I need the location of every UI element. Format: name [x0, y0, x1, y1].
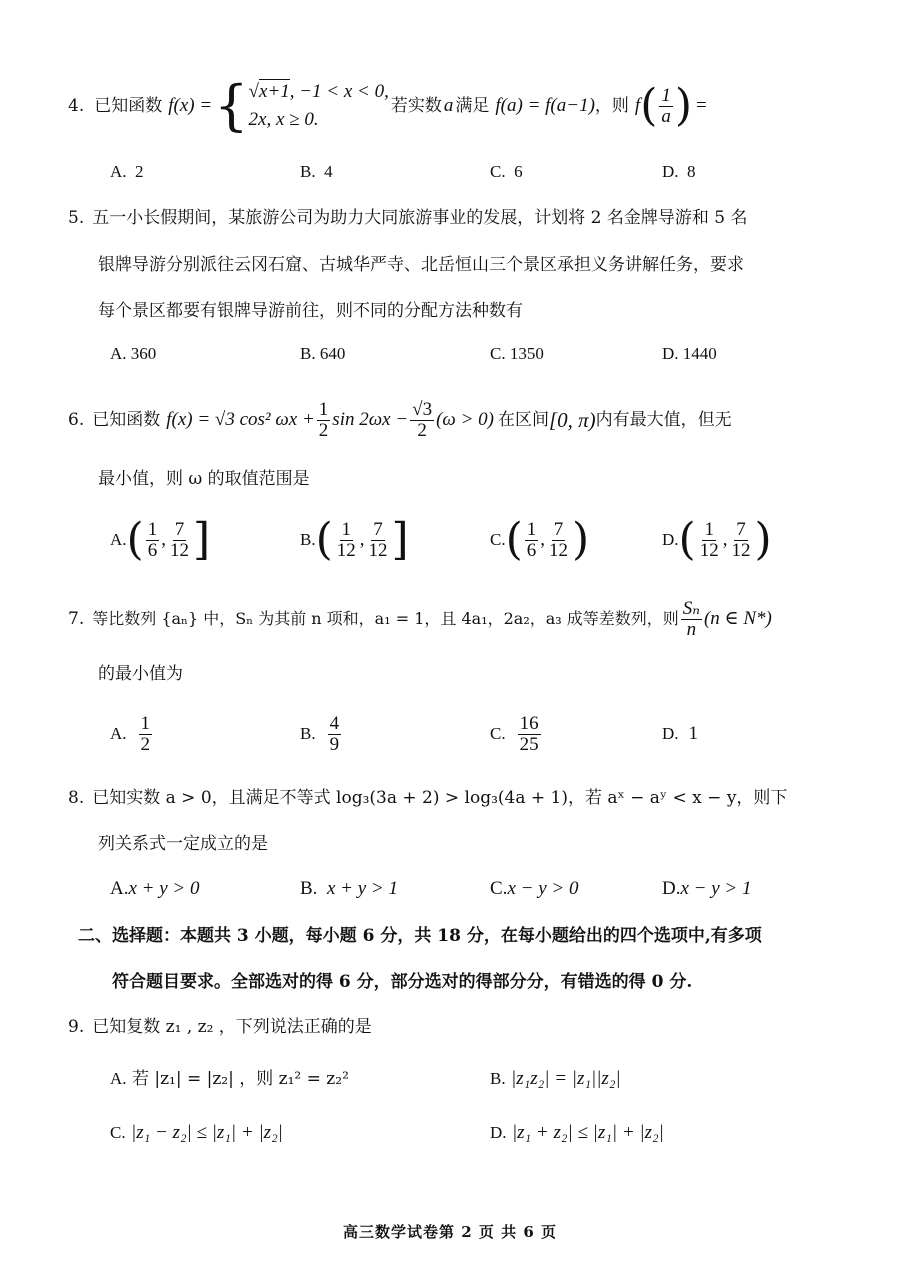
- q6-stem-end: 内有最大值，但无: [595, 410, 732, 430]
- q6-frac2-den: 2: [417, 419, 427, 441]
- q6-option-b-n1: 1: [341, 518, 352, 540]
- q8-line1-text: 已知实数 a > 0，且满足不等式 log₃(3a + 2) > log₃(4a + 1)，若 aˣ − aʸ < x − y，则下: [92, 788, 788, 808]
- q5-line2: 银牌导游分别派往云冈石窟、古城华严寺、北岳恒山三个景区承担义务讲解任务，要求: [98, 255, 744, 275]
- q7-frac-num: Sₙ: [682, 597, 700, 619]
- q4-stem-prefix: 已知函数: [94, 96, 163, 116]
- q6-option-b-frac1: [335, 520, 358, 561]
- q7-option-b-num: 4: [329, 712, 340, 734]
- q7-option-a-num: 1: [140, 712, 151, 734]
- q4-paren-right: ): [674, 80, 693, 131]
- q6-option-c-comma: ,: [540, 529, 546, 550]
- q8-option-a-value: x + y > 0: [128, 878, 200, 899]
- q4-condition: f(a) = f(a−1): [495, 95, 595, 116]
- q6-option-c-d2: 12: [549, 539, 569, 561]
- q4-target-num: 1: [661, 84, 671, 106]
- q4-equals: =: [696, 95, 707, 116]
- q8-option-d-label: D.: [662, 878, 681, 899]
- q7-option-b: [300, 708, 343, 760]
- q5-line1-text: 五一小长假期间，某旅游公司为助力大同旅游事业的发展，计划将 2 名金牌导游和 5 名: [92, 208, 748, 228]
- q4-option-c-label: C.: [490, 162, 506, 181]
- q6-line1: [68, 392, 732, 448]
- q6-frac1-den: 2: [318, 419, 329, 441]
- q7-option-b-label: B.: [300, 724, 316, 743]
- q9-option-d-value: |z₁ + z₂| ≤ |z₁| + |z₂|: [511, 1122, 664, 1143]
- q8-option-c: [490, 878, 578, 900]
- q6-option-c-n1: 1: [526, 518, 537, 540]
- q7-option-a-den: 2: [140, 733, 151, 755]
- section2-line1: 二、选择题：本题共 3 小题，每小题 6 分，共 18 分，在每小题给出的四个选项中,有多项: [78, 926, 762, 946]
- q6-option-b-d1: 12: [336, 539, 356, 561]
- q6-option-a-right: ]: [192, 514, 211, 565]
- q4-option-c-value: 6: [514, 162, 523, 181]
- q4-brace: {: [214, 74, 249, 137]
- q8-option-a: [110, 878, 200, 900]
- q6-option-b-left: (: [315, 514, 333, 565]
- q6-frac1: [317, 400, 331, 441]
- q8-line2: 列关系式一定成立的是: [98, 834, 268, 854]
- q4-var-a: a: [443, 95, 454, 116]
- q5-option-d-value: 1440: [682, 344, 717, 363]
- q6-option-c-label: C.: [490, 530, 506, 549]
- q5-line1: [68, 207, 747, 229]
- q5-option-b: [300, 343, 345, 365]
- q6-expr-start: f(x) = √3 cos² ωx +: [166, 409, 315, 430]
- q6-expr-cond: (ω > 0): [436, 409, 494, 430]
- q6-option-a-label: A.: [110, 530, 127, 549]
- q9-option-b: [490, 1068, 621, 1090]
- q6-frac1-num: 1: [318, 398, 329, 420]
- q4-case1-root: x+1: [258, 81, 290, 102]
- q7-line1: [68, 592, 772, 646]
- q7-option-d-label: D.: [662, 724, 679, 743]
- q8-option-b-label: B.: [300, 878, 318, 899]
- q7-stem-a: 等比数列 {aₙ} 中，Sₙ 为其前 n 项和，a₁ = 1，且 4a₁，2a₂，a₃ 成等差数列，则: [92, 609, 679, 628]
- q6-option-b-right: ]: [391, 514, 409, 565]
- q8-option-c-label: C.: [490, 878, 508, 899]
- q7-option-c-num: 16: [519, 712, 539, 734]
- q7-cond: (n ∈ N*): [703, 608, 772, 629]
- q6-option-d-d1: 12: [699, 539, 719, 561]
- q6-option-a-frac2: [168, 520, 191, 561]
- q4-line1: [68, 76, 707, 136]
- q7-option-b-frac: [328, 714, 342, 755]
- q8-option-a-label: A.: [110, 878, 129, 899]
- q8-number: 8.: [68, 788, 85, 808]
- q4-func-name: f(x) =: [168, 95, 213, 116]
- q7-option-d: [662, 708, 698, 760]
- q7-option-c-den: 25: [519, 733, 539, 755]
- q4-stem-mid: 若实数: [390, 96, 442, 116]
- q4-option-a: [110, 161, 144, 183]
- q5-option-b-value: 640: [319, 344, 346, 363]
- section2-line2: 符合题目要求。全部选对的得 6 分，部分选对的得部分分，有错选的得 0 分.: [112, 972, 693, 992]
- q6-frac2: [410, 400, 434, 441]
- q6-option-c-frac1: [525, 520, 539, 561]
- q5-option-a-label: A.: [110, 344, 127, 363]
- q5-option-c-value: 1350: [509, 344, 544, 363]
- q9-option-d: [490, 1122, 664, 1144]
- q7-option-c-label: C.: [490, 724, 506, 743]
- q6-option-c: [490, 510, 589, 570]
- q5-option-a: [110, 343, 156, 365]
- q6-option-c-right: ): [572, 514, 590, 565]
- q7-option-a: [110, 708, 154, 760]
- q4-number: 4.: [68, 96, 85, 116]
- q6-option-d-n2: 7: [736, 518, 746, 540]
- q4-option-b-value: 4: [324, 162, 333, 181]
- q5-option-c-label: C.: [490, 344, 506, 363]
- q9-option-d-label: D.: [490, 1123, 507, 1142]
- q4-cases: [249, 78, 389, 134]
- q7-frac: [681, 599, 702, 640]
- q7-line2: 的最小值为: [98, 664, 183, 684]
- q6-option-d-left: (: [678, 514, 696, 565]
- q4-option-b-label: B.: [300, 162, 316, 181]
- q6-option-d-comma: ,: [722, 529, 728, 550]
- q6-interval: [0, π): [548, 408, 596, 432]
- q9-option-a-label: A.: [110, 1069, 127, 1088]
- q6-option-a-frac1: [146, 520, 160, 561]
- q5-option-b-label: B.: [300, 344, 316, 363]
- q9-option-b-label: B.: [490, 1069, 506, 1088]
- q6-option-c-frac2: [547, 520, 570, 561]
- q4-option-d-value: 8: [687, 162, 696, 181]
- q9-option-c: [110, 1122, 283, 1144]
- q6-option-d-frac1: [698, 520, 721, 561]
- q5-number: 5.: [68, 208, 85, 228]
- page-footer: 高三数学试卷第 2 页 共 6 页: [343, 1223, 557, 1241]
- q4-option-a-label: A.: [110, 162, 127, 181]
- q6-option-a-n2: 7: [174, 518, 185, 540]
- q6-option-d-frac2: [729, 520, 752, 561]
- q6-option-b-comma: ,: [359, 529, 365, 550]
- q4-case2: 2x, x ≥ 0.: [248, 109, 319, 130]
- q4-option-c: [490, 161, 523, 183]
- q4-target-f: f: [634, 95, 641, 116]
- q4-stem-then: ，则: [594, 96, 629, 116]
- q6-line2: 最小值，则 ω 的取值范围是: [98, 469, 310, 489]
- q6-option-a-d1: 6: [147, 539, 158, 561]
- q7-option-a-frac: [139, 714, 153, 755]
- q7-option-a-label: A.: [110, 724, 127, 743]
- q7-frac-den: n: [686, 618, 697, 640]
- q6-option-b-n2: 7: [373, 518, 383, 540]
- q8-option-b: [300, 878, 398, 900]
- q5-option-d-label: D.: [662, 344, 679, 363]
- q6-option-b-d2: 12: [368, 539, 388, 561]
- q6-option-b-frac2: [367, 520, 390, 561]
- q6-option-d-d2: 12: [731, 539, 751, 561]
- q6-option-c-left: (: [505, 514, 523, 565]
- q9-option-b-value: |z₁z₂| = |z₁||z₂|: [511, 1068, 621, 1089]
- q5-option-c: [490, 343, 544, 365]
- q6-interval-text: 在区间: [497, 410, 549, 430]
- q7-option-c-frac: [518, 714, 541, 755]
- q5-option-d: [662, 343, 717, 365]
- q6-frac2-num: √3: [412, 398, 433, 420]
- q6-option-a-n1: 1: [147, 518, 158, 540]
- q4-case1: √x+1, −1 < x < 0,: [248, 81, 389, 102]
- q9-option-c-label: C.: [110, 1123, 126, 1142]
- q7-option-d-value: 1: [688, 723, 699, 744]
- q7-number: 7.: [68, 609, 85, 629]
- q6-option-a-d2: 12: [169, 539, 189, 561]
- q6-option-b-label: B.: [300, 530, 316, 549]
- q6-option-d-label: D.: [662, 530, 679, 549]
- q5-line3: 每个景区都要有银牌导游前往，则不同的分配方法种数有: [98, 301, 523, 321]
- q5-option-a-value: 360: [130, 344, 157, 363]
- q9-option-a: [110, 1068, 349, 1090]
- q6-option-a-comma: ,: [161, 529, 166, 550]
- q6-options: [0, 510, 900, 570]
- q8-option-d: [662, 878, 752, 900]
- q8-option-c-value: x − y > 0: [507, 878, 579, 899]
- q6-option-b: [300, 510, 409, 570]
- q6-option-a-left: (: [126, 514, 144, 565]
- q8-option-d-value: x − y > 1: [680, 878, 752, 899]
- q6-option-c-n2: 7: [553, 518, 564, 540]
- q4-option-a-value: 2: [135, 162, 144, 181]
- q6-option-d-n1: 1: [704, 518, 714, 540]
- q8-line1: [68, 787, 787, 809]
- q8-option-b-value: x + y > 1: [326, 878, 398, 899]
- q9-number: 9.: [68, 1017, 85, 1037]
- q6-number: 6.: [68, 410, 85, 430]
- q6-stem-prefix: 已知函数: [92, 410, 161, 430]
- q7-option-b-den: 9: [329, 733, 340, 755]
- q6-expr-mid: sin 2ωx −: [332, 409, 409, 430]
- q6-option-d: [662, 510, 772, 570]
- q6-option-a: [110, 510, 210, 570]
- q6-option-d-right: ): [754, 514, 772, 565]
- q9-line1: [68, 1016, 372, 1038]
- q7-option-c: [490, 708, 543, 760]
- q4-target-den: a: [661, 105, 671, 127]
- q9-stem: 已知复数 z₁ , z₂ ，下列说法正确的是: [92, 1017, 372, 1037]
- q4-stem-mid2: 满足: [455, 96, 490, 116]
- q9-option-c-value: |z₁ − z₂| ≤ |z₁| + |z₂|: [131, 1122, 283, 1143]
- q4-paren-left: (: [640, 80, 658, 131]
- q4-option-b: [300, 161, 333, 183]
- q4-option-d-label: D.: [662, 162, 679, 181]
- q6-option-c-d1: 6: [526, 539, 537, 561]
- q9-option-a-value: 若 |z₁| = |z₂| ，则 z₁² = z₂²: [131, 1069, 349, 1089]
- q4-target-frac: [659, 86, 673, 127]
- q4-case1-cond: , −1 < x < 0,: [289, 81, 389, 102]
- q4-option-d: [662, 161, 696, 183]
